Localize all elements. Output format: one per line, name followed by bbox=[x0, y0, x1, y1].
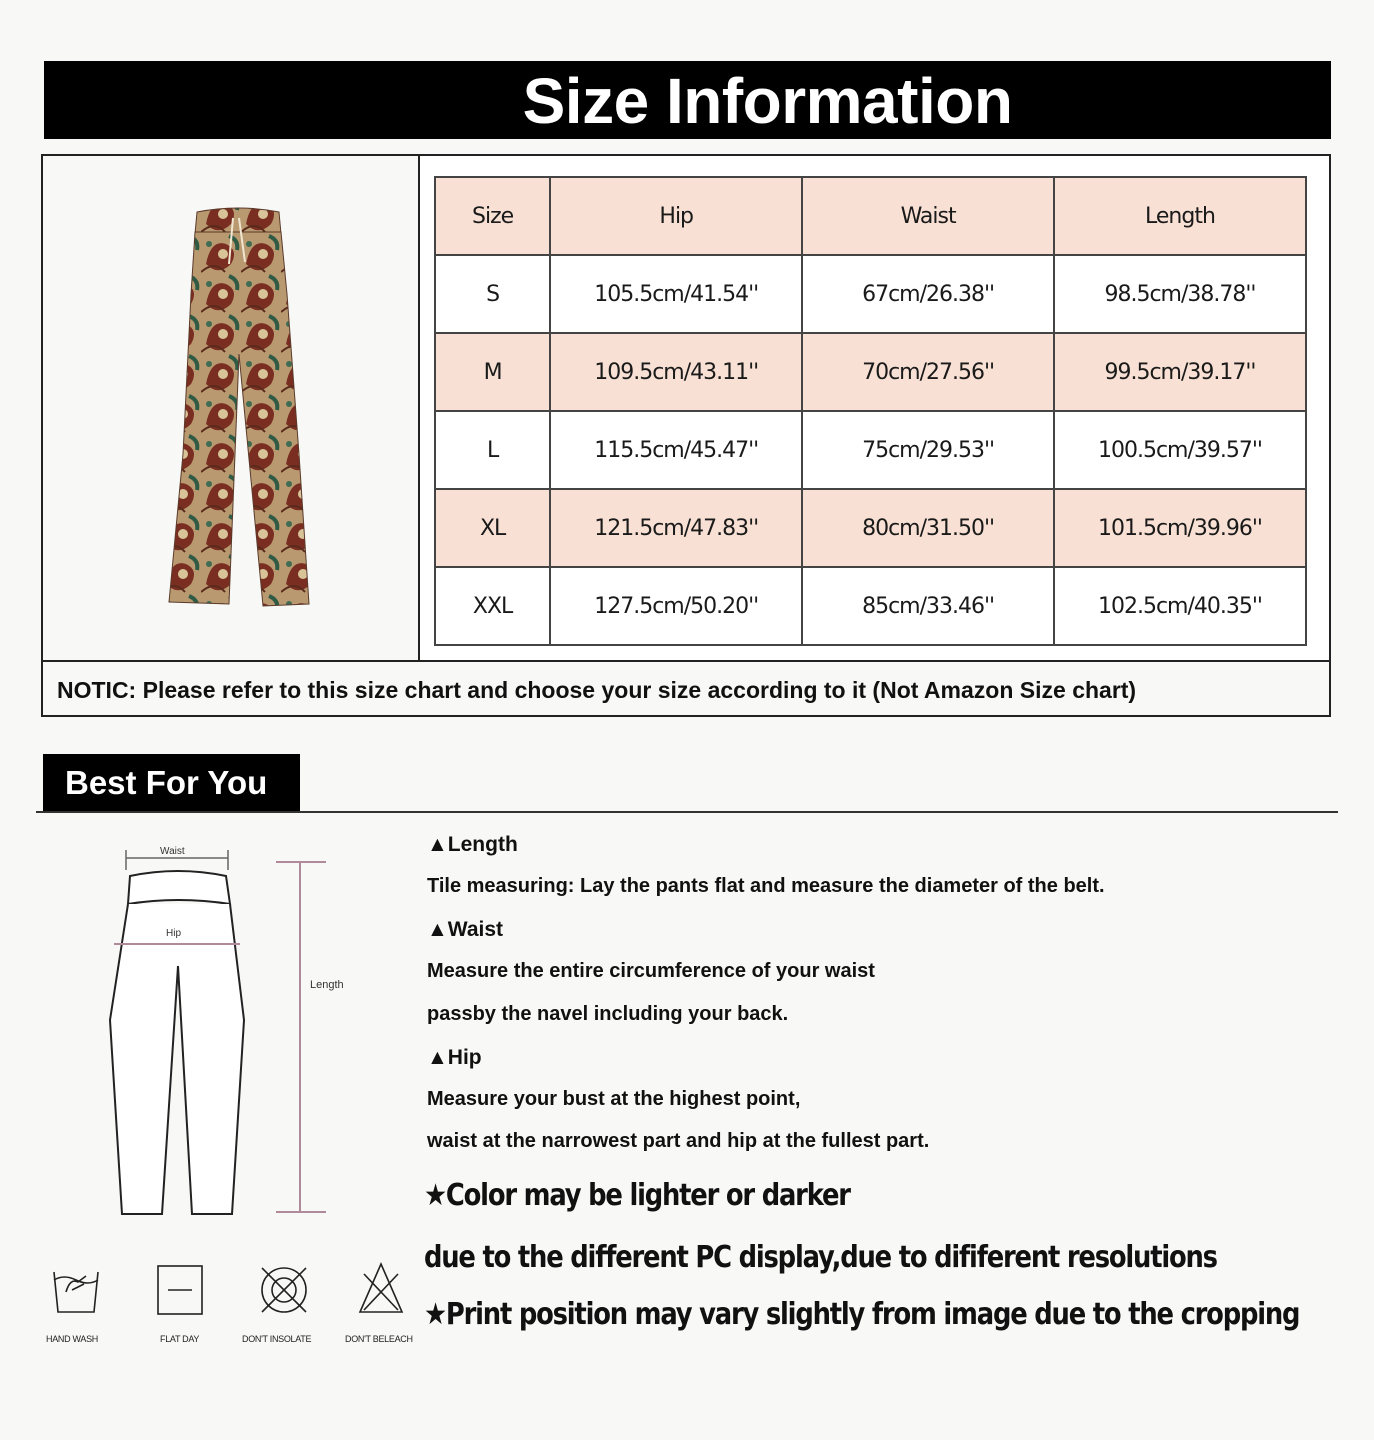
pants-measurement-diagram bbox=[100, 840, 370, 1220]
cell-waist: 67cm/26.38'' bbox=[802, 255, 1054, 333]
column-header-length: Length bbox=[1054, 177, 1306, 255]
color-note: ★Color may be lighter or darker bbox=[424, 1178, 850, 1213]
column-header-waist: Waist bbox=[802, 177, 1054, 255]
cell-waist: 85cm/33.46'' bbox=[802, 567, 1054, 645]
cell-size: XL bbox=[435, 489, 550, 567]
table-row bbox=[435, 411, 1306, 489]
column-header-size: Size bbox=[435, 177, 550, 255]
cell-size: S bbox=[435, 255, 550, 333]
hip-instructions-line-2: waist at the narrowest part and hip at the fullest part. bbox=[427, 1130, 930, 1152]
do-not-insolate-label: DON'T INSOLATE bbox=[242, 1334, 312, 1344]
size-table bbox=[434, 176, 1307, 646]
hand-wash-icon bbox=[48, 1262, 104, 1323]
cell-length: 99.5cm/39.17'' bbox=[1054, 333, 1306, 411]
diagram-waist-label: Waist bbox=[160, 846, 185, 857]
column-header-hip: Hip bbox=[550, 177, 802, 255]
length-heading: ▲Length bbox=[427, 833, 518, 856]
do-not-bleach-label: DON'T BELEACH bbox=[345, 1334, 413, 1344]
diagram-length-label: Length bbox=[310, 979, 344, 991]
flat-dry-label: FLAT DAY bbox=[160, 1334, 200, 1344]
pants-product-image bbox=[41, 154, 418, 660]
cell-length: 98.5cm/38.78'' bbox=[1054, 255, 1306, 333]
table-header-row bbox=[435, 177, 1306, 255]
waist-instructions-line-1: Measure the entire circumference of your waist bbox=[427, 960, 875, 982]
do-not-insolate-icon bbox=[256, 1262, 312, 1323]
table-row bbox=[435, 255, 1306, 333]
cell-size: L bbox=[435, 411, 550, 489]
best-for-you-title: Best For You bbox=[43, 754, 300, 811]
cell-hip: 127.5cm/50.20'' bbox=[550, 567, 802, 645]
cell-waist: 75cm/29.53'' bbox=[802, 411, 1054, 489]
cell-size: XXL bbox=[435, 567, 550, 645]
header-banner bbox=[44, 61, 1331, 139]
table-row bbox=[435, 489, 1306, 567]
waist-instructions-line-2: passby the navel including your back. bbox=[427, 1003, 789, 1025]
table-row bbox=[435, 567, 1306, 645]
table-row bbox=[435, 333, 1306, 411]
cell-length: 101.5cm/39.96'' bbox=[1054, 489, 1306, 567]
cell-waist: 80cm/31.50'' bbox=[802, 489, 1054, 567]
product-image-cell bbox=[41, 154, 420, 662]
cell-length: 100.5cm/39.57'' bbox=[1054, 411, 1306, 489]
print-position-note: ★Print position may vary slightly from image due to the cropping bbox=[424, 1297, 1300, 1332]
cell-hip: 121.5cm/47.83'' bbox=[550, 489, 802, 567]
cell-hip: 109.5cm/43.11'' bbox=[550, 333, 802, 411]
page-title: Size Information bbox=[522, 65, 1013, 137]
display-note: due to the different PC display,due to dififerent resolutions bbox=[424, 1240, 1217, 1275]
cell-hip: 115.5cm/45.47'' bbox=[550, 411, 802, 489]
hand-wash-label: HAND WASH bbox=[46, 1334, 98, 1344]
hip-heading: ▲Hip bbox=[427, 1046, 482, 1069]
section-divider bbox=[36, 811, 1338, 813]
size-notice: NOTIC: Please refer to this size chart and choose your size according to it (Not Amazon Size chart) bbox=[57, 677, 1137, 703]
do-not-bleach-icon bbox=[356, 1260, 406, 1323]
cell-length: 102.5cm/40.35'' bbox=[1054, 567, 1306, 645]
length-instructions: Tile measuring: Lay the pants flat and measure the diameter of the belt. bbox=[427, 875, 1105, 897]
hip-instructions-line-1: Measure your bust at the highest point, bbox=[427, 1088, 801, 1110]
waist-heading: ▲Waist bbox=[427, 918, 504, 941]
cell-size: M bbox=[435, 333, 550, 411]
flat-dry-icon bbox=[156, 1262, 206, 1323]
cell-hip: 105.5cm/41.54'' bbox=[550, 255, 802, 333]
cell-waist: 70cm/27.56'' bbox=[802, 333, 1054, 411]
diagram-hip-label: Hip bbox=[166, 928, 182, 939]
